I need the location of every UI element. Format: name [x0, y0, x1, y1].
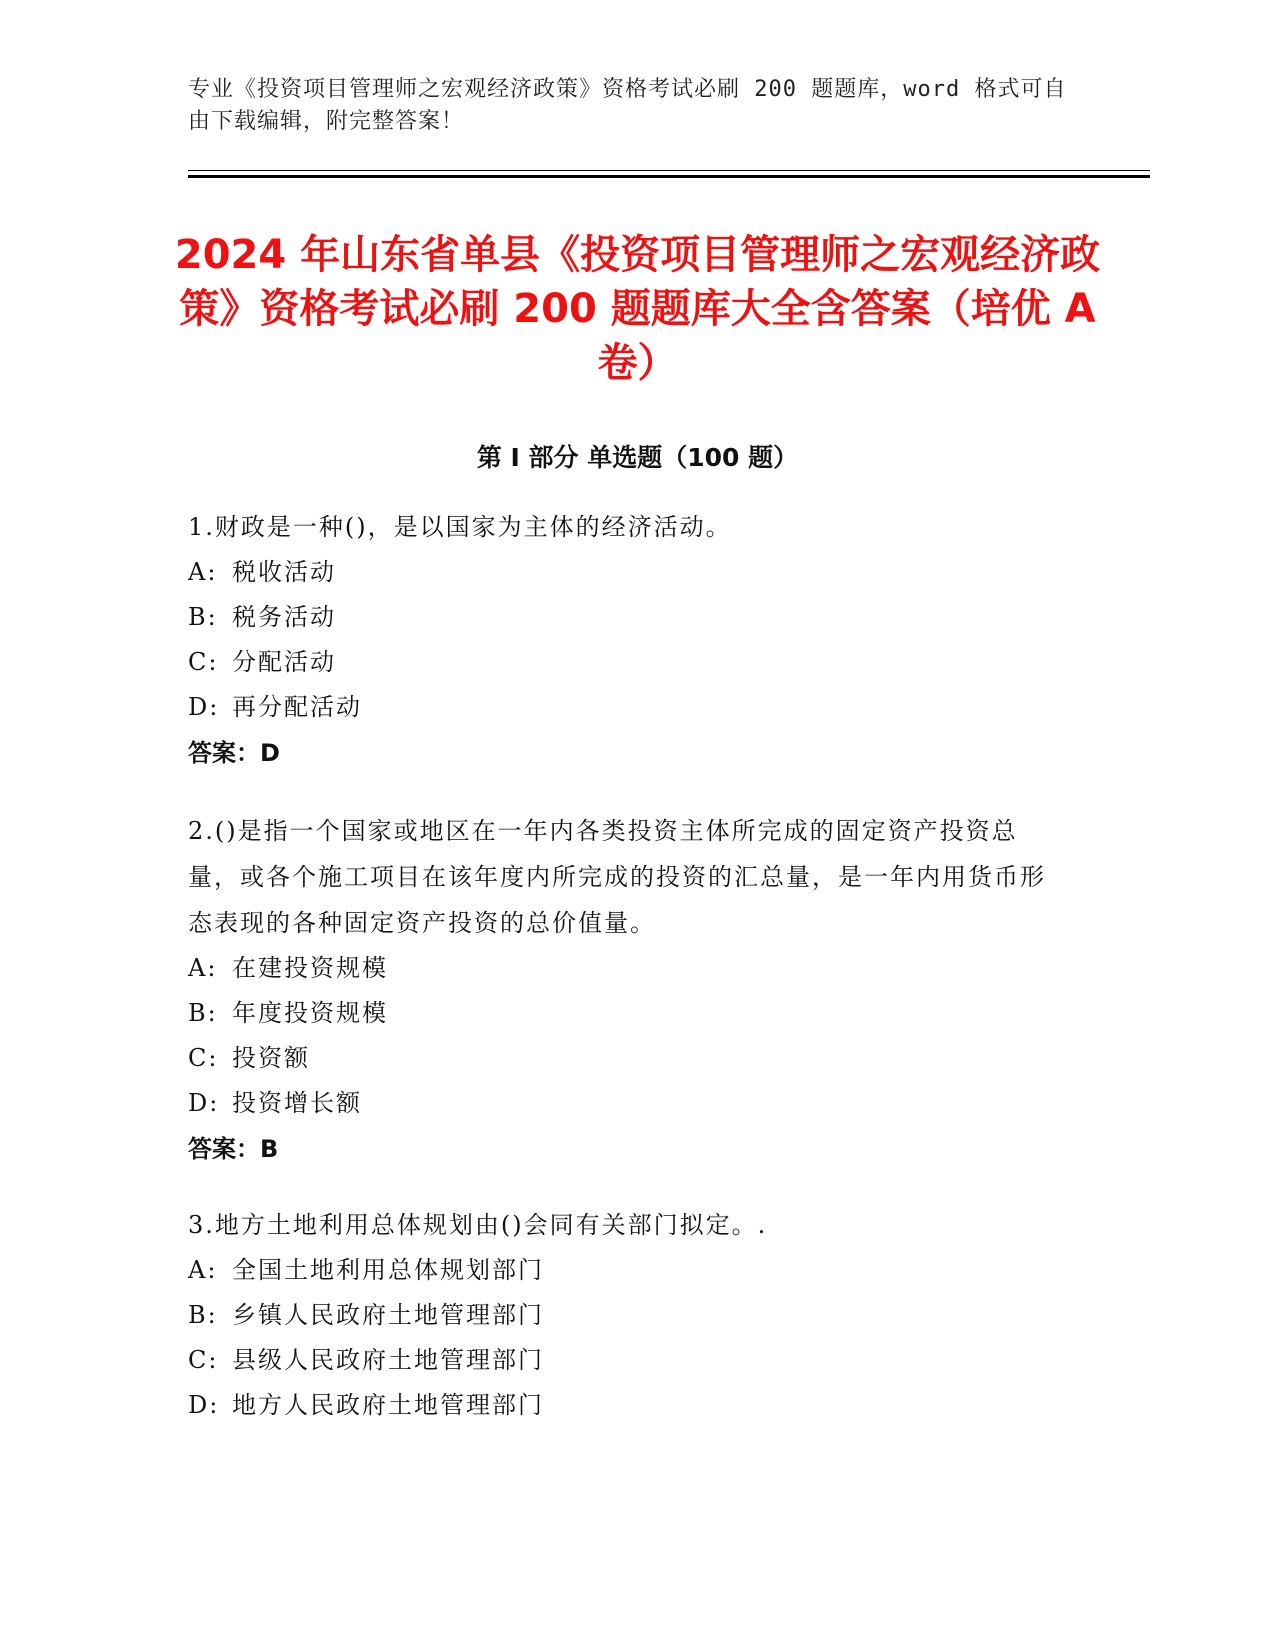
option-text: 年度投资规模	[232, 999, 388, 1027]
option-key: B:	[188, 603, 218, 631]
section-title: 第 I 部分 单选题（100 题）	[476, 443, 799, 472]
option-a	[188, 946, 1068, 991]
option-key: A:	[188, 1256, 218, 1284]
answer: 答案：B	[188, 1135, 279, 1163]
question-3	[188, 1202, 1068, 1428]
option-text: 投资额	[232, 1044, 310, 1072]
option-text: 再分配活动	[232, 693, 362, 721]
option-key: C:	[188, 648, 219, 676]
header-divider-thick	[188, 175, 1150, 178]
option-text: 乡镇人民政府土地管理部门	[232, 1301, 544, 1329]
option-key: C:	[188, 1346, 219, 1374]
question-stem: 1.财政是一种()，是以国家为主体的经济活动。	[188, 513, 732, 541]
option-c	[188, 640, 1068, 685]
option-b	[188, 595, 1068, 640]
document-title: 2024 年山东省单县《投资项目管理师之宏观经济政策》资格考试必刷 200 题题库大全含答案（培优 A 卷）	[174, 232, 1101, 386]
question-stem: 2.()是指一个国家或地区在一年内各类投资主体所完成的固定资产投资总量，或各个施工项目在该年度内所完成的投资的汇总量，是一年内用货币形态表现的各种固定资产投资的总价值量。	[188, 817, 1046, 937]
option-key: A:	[188, 954, 218, 982]
option-text: 税务活动	[232, 603, 336, 631]
answer: 答案：D	[188, 739, 280, 767]
option-b	[188, 991, 1068, 1036]
option-text: 税收活动	[232, 558, 336, 586]
header-note: 专业《投资项目管理师之宏观经济政策》资格考试必刷 200 题题库，word 格式可自由下载编辑，附完整答案！	[188, 77, 1067, 134]
option-text: 全国土地利用总体规划部门	[232, 1256, 544, 1284]
option-key: D:	[188, 1089, 220, 1117]
option-text: 县级人民政府土地管理部门	[232, 1346, 544, 1374]
option-text: 分配活动	[232, 648, 336, 676]
option-c	[188, 1036, 1068, 1081]
option-key: D:	[188, 1391, 220, 1419]
option-key: B:	[188, 1301, 218, 1329]
option-key: B:	[188, 999, 218, 1027]
option-a	[188, 1248, 1068, 1293]
question-stem: 3.地方土地利用总体规划由()会同有关部门拟定。.	[188, 1211, 768, 1239]
option-d	[188, 1081, 1068, 1126]
option-d	[188, 685, 1068, 730]
option-key: A:	[188, 558, 218, 586]
option-text: 在建投资规模	[232, 954, 388, 982]
question-2	[188, 808, 1068, 1172]
option-text: 地方人民政府土地管理部门	[232, 1391, 544, 1419]
question-1	[188, 504, 1068, 776]
option-text: 投资增长额	[232, 1089, 362, 1117]
option-b	[188, 1293, 1068, 1338]
option-a	[188, 550, 1068, 595]
option-c	[188, 1338, 1068, 1383]
option-key: C:	[188, 1044, 219, 1072]
option-d	[188, 1383, 1068, 1428]
header-divider-thin	[188, 170, 1150, 171]
option-key: D:	[188, 693, 220, 721]
